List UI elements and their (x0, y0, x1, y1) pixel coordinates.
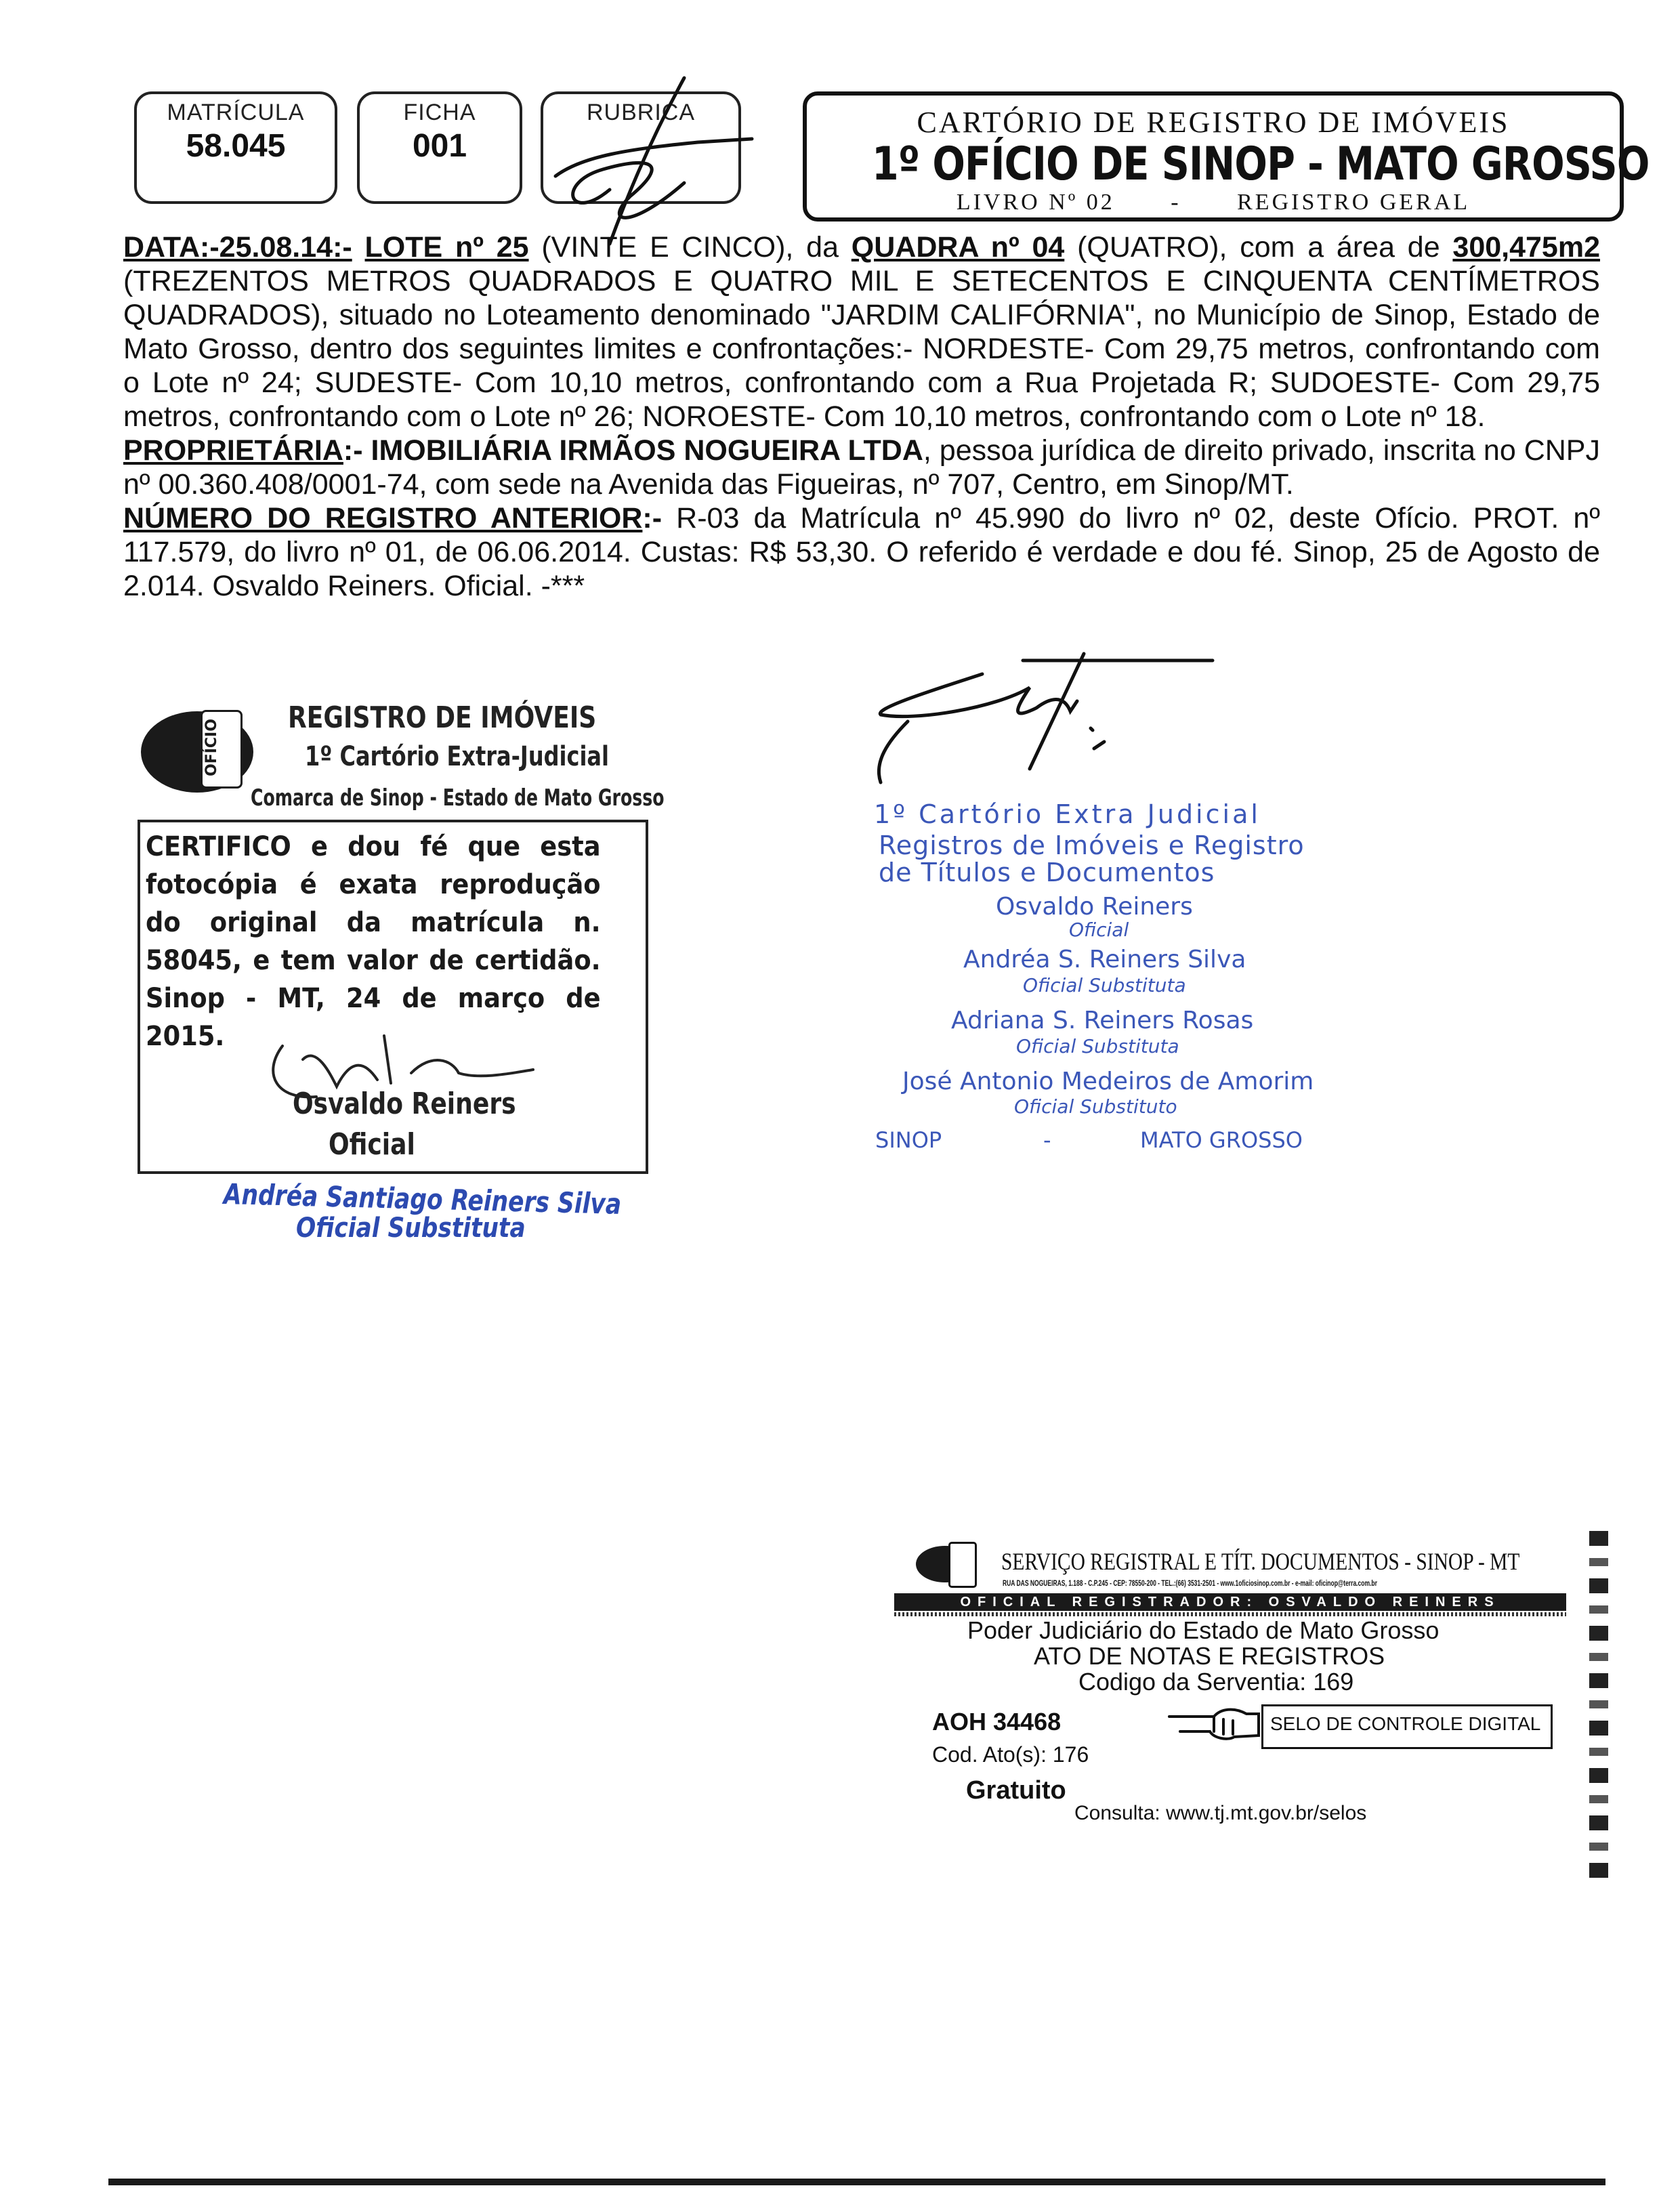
selo-logo-panel (948, 1542, 977, 1588)
area-label: 300,475m2 (1452, 231, 1600, 264)
substitute-role: Oficial Substituta (296, 1213, 526, 1244)
selo-control-box (1261, 1704, 1553, 1749)
officer-name-3: Adriana S. Reiners Rosas (951, 1007, 1254, 1034)
lot-text-3: (TREZENTOS METROS QUADRADOS E QUATRO MIL E SETECENTOS E CINQUENTA CENTÍMETROS QUADRADOS), situado no Loteamento denominado "JARDIM CALIFÓRNIA", no Município de Sinop, Estado de Mato Grosso, dentro dos seguintes limites e confrontações:- NORDESTE- Com 29,75 metros, confrontando com o Lote nº 24; SUDESTE- Com 10,10 metros, confrontando com a Rua Projetada R; SUDOESTE- Com 29,75 metros, confrontando com o Lote nº 26; NOROESTE- Com 10,10 metros, confrontando com o Lote nº 18. (123, 265, 1600, 433)
certificate-box (138, 820, 648, 1174)
stamp-city-sep: - (1043, 1127, 1051, 1153)
selo-consulta: Consulta: www.tj.mt.gov.br/selos (1074, 1802, 1367, 1824)
extra-judicial-line3: de Títulos e Documentos (879, 858, 1215, 887)
certificate-signer-role: Oficial (329, 1127, 415, 1162)
stamp-state: MATO GROSSO (1140, 1127, 1303, 1153)
livro-separator: - (1171, 190, 1181, 215)
matricula-value: 58.045 (186, 128, 286, 164)
certificate-text: CERTIFICO e dou fé que esta fotocópia é exata reprodução do original da matrícula n. 58045, e tem valor de certidão. Sinop - MT, 24 de março de 2015. (146, 831, 601, 1052)
selo-line3: Codigo da Serventia: 169 (1078, 1668, 1354, 1696)
oficial-signature (860, 647, 1226, 796)
lot-text-1: (VINTE E CINCO), da (528, 231, 852, 264)
data-label: DATA:-25.08.14:- (123, 231, 352, 264)
matricula-label: MATRÍCULA (167, 100, 305, 125)
proprietaria-name: IMOBILIÁRIA IRMÃOS NOGUEIRA LTDA (371, 434, 923, 467)
registro-sep: :- (642, 502, 677, 534)
matricula-text (123, 230, 1600, 603)
logo-text: OFÍCIO (203, 719, 220, 776)
quadra-label: QUADRA nº 04 (851, 231, 1065, 264)
lote-label: LOTE nº 25 (364, 231, 529, 264)
certificate-signer-name: Osvaldo Reiners (293, 1087, 516, 1121)
registro-anterior-label: NÚMERO DO REGISTRO ANTERIOR (123, 502, 643, 534)
cartorio-office: 1º OFÍCIO DE SINOP - MATO GROSSO (872, 138, 1650, 191)
registro-paragraph (123, 501, 1600, 603)
registro-text: R-03 da Matrícula nº 45.990 do livro nº 02, deste Ofício. PROT. nº 117.579, do livro nº 01, de 06.06.2014. Custas: R$ 53,30. O referido é verdade e dou fé. Sinop, 25 de Agosto de 2.014. Osvaldo Reiners. Oficial. -*** (123, 502, 1600, 602)
cartorio-title: CARTÓRIO DE REGISTRO DE IMÓVEIS (917, 106, 1510, 139)
ficha-box (357, 91, 522, 204)
officer-name-2: Andréa S. Reiners Silva (963, 946, 1246, 973)
selo-edge-perforation (1589, 1531, 1608, 1890)
officer-role-2: Oficial Substituta (1023, 974, 1186, 996)
selo-service-title: SERVIÇO REGISTRAL E TÍT. DOCUMENTOS - SINOP - MT (1001, 1548, 1520, 1575)
footer-rule (108, 2179, 1605, 2185)
officer-role-4: Oficial Substituto (1014, 1095, 1177, 1118)
cartorio-livro-line (807, 190, 1620, 215)
officer-role-3: Oficial Substituta (1016, 1035, 1179, 1057)
stamp-title: REGISTRO DE IMÓVEIS (288, 700, 597, 735)
lot-text-2: (QUATRO), com a área de (1064, 231, 1453, 264)
owner-paragraph (123, 434, 1600, 501)
proprietaria-label: PROPRIETÁRIA (123, 434, 343, 467)
officer-role-1: Oficial (1069, 919, 1129, 941)
registro-geral-label: REGISTRO GERAL (1237, 190, 1471, 215)
ficha-value: 001 (412, 128, 467, 164)
proprietaria-text: , pessoa jurídica de direito privado, inscrita no CNPJ nº 00.360.408/0001-74, com sede na Avenida das Figueiras, nº 707, Centro, em Sinop/MT. (123, 434, 1600, 501)
selo-address: RUA DAS NOGUEIRAS, 1.188 - C.P.245 - CEP: 78550-200 - TEL.:(66) 3531-2501 - www.1oficiosinop.com.br - e-mail: oficinop@terra.com.br (1003, 1578, 1377, 1588)
pointing-hand-icon (1167, 1702, 1261, 1742)
extra-judicial-line1: 1º Cartório Extra Judicial (874, 799, 1261, 829)
lot-description (123, 230, 1600, 434)
selo-cod-ato: Cod. Ato(s): 176 (932, 1742, 1089, 1767)
ficha-label: FICHA (403, 100, 476, 125)
stamp-subtitle: 1º Cartório Extra-Judicial (305, 741, 609, 772)
officer-name-4: José Antonio Medeiros de Amorim (902, 1068, 1314, 1095)
matricula-box (134, 91, 337, 204)
officer-name-1: Osvaldo Reiners (996, 893, 1193, 921)
substitute-name: Andréa Santiago Reiners Silva (223, 1177, 622, 1221)
selo-code: AOH 34468 (932, 1708, 1062, 1736)
selo-gratuito: Gratuito (966, 1776, 1066, 1805)
selo-line2: ATO DE NOTAS E REGISTROS (1034, 1642, 1385, 1670)
proprietaria-sep: :- (343, 434, 371, 467)
selo-line1: Poder Judiciário do Estado de Mato Grosso (967, 1616, 1440, 1644)
livro-label: LIVRO Nº 02 (956, 190, 1115, 215)
stamp-city: SINOP (875, 1127, 942, 1153)
stamp-comarca: Comarca de Sinop - Estado de Mato Grosso (251, 784, 665, 812)
rubrica-label: RUBRICA (586, 100, 696, 125)
extra-judicial-line2: Registros de Imóveis e Registro (879, 831, 1305, 860)
selo-banner: OFICIAL REGISTRADOR: OSVALDO REINERS (894, 1593, 1566, 1611)
cartorio-header (803, 91, 1650, 222)
selo-control-label: SELO DE CONTROLE DIGITAL (1270, 1713, 1541, 1734)
